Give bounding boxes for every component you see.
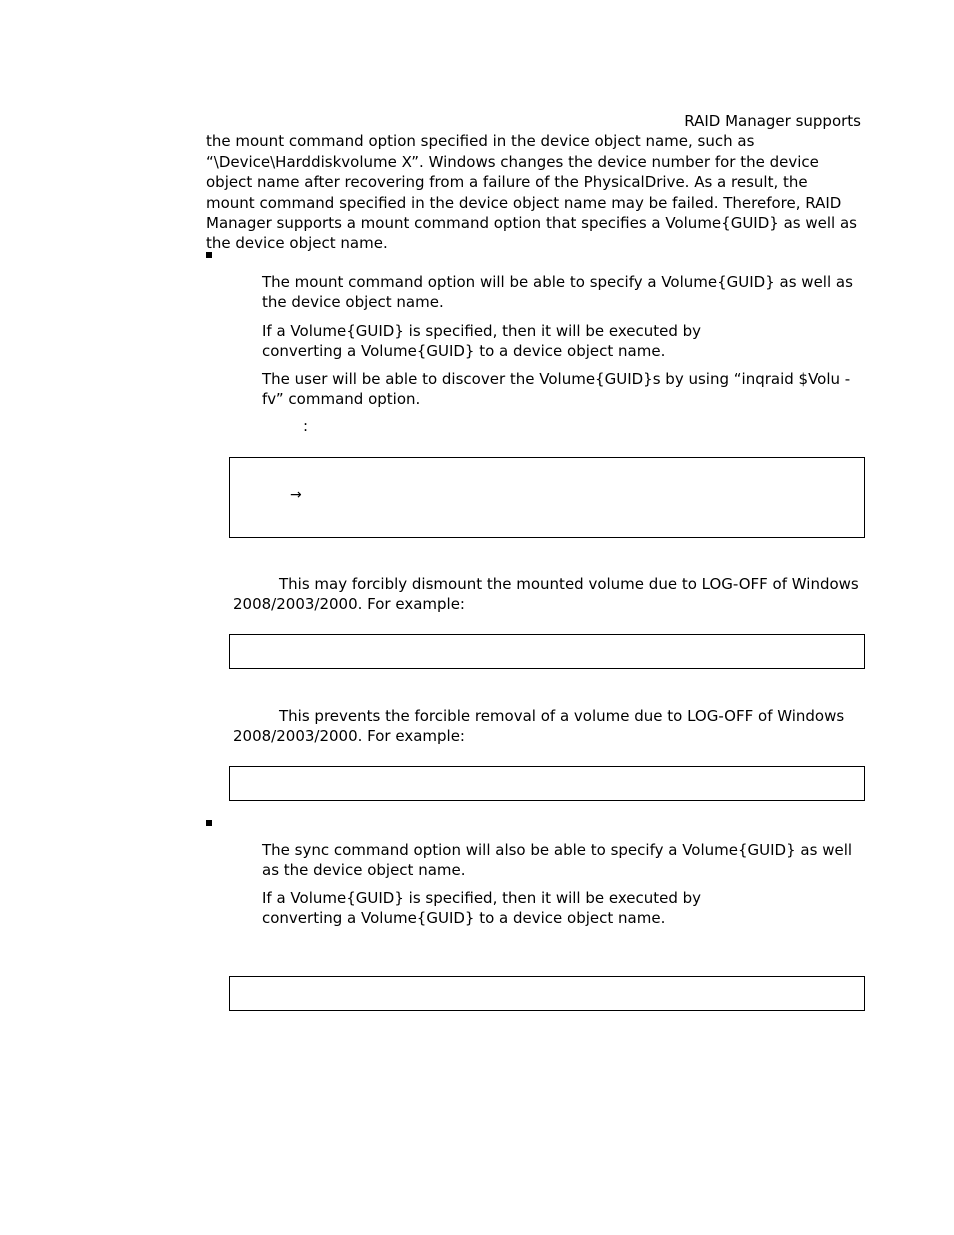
- note-dismount: This may forcibly dismount the mounted volume due to LOG-OFF of Windows 2008/2003/2000. For example:: [233, 575, 859, 614]
- mount-paragraph-1: The mount command option will be able to specify a Volume{GUID} as well as the device object name.: [262, 273, 853, 312]
- sync-bullet-icon: [206, 820, 212, 826]
- sync-paragraph-1: The sync command option will also be able to specify a Volume{GUID} as well as the device object name.: [262, 841, 853, 880]
- arrow-right-icon: →: [290, 487, 302, 503]
- example-box-dismount: [229, 634, 865, 669]
- intro-paragraph: [206, 111, 861, 254]
- mount-bullet-icon: [206, 252, 212, 258]
- example-colon: :: [303, 417, 309, 435]
- mount-paragraph-3: The user will be able to discover the Volume{GUID}s by using “inqraid $Volu -fv” command option.: [262, 370, 851, 409]
- intro-lead: RAID Manager supports: [684, 112, 861, 130]
- sync-paragraph-2: If a Volume{GUID} is specified, then it will be executed by converting a Volume{GUID} to a device object name.: [262, 889, 702, 928]
- mount-paragraph-2: If a Volume{GUID} is specified, then it will be executed by converting a Volume{GUID} to a device object name.: [262, 322, 702, 361]
- example-box-prevent-removal: [229, 766, 865, 801]
- example-box-sync: [229, 976, 865, 1011]
- intro-text: the mount command option specified in the device object name, such as “\Device\Harddiskvolume X”. Windows changes the device number for the device object name after recovering from a failure of the PhysicalDrive. As a result, the mount command specified in the device object name may be failed. Therefore, RAID Manager supports a mount command option that specifies a Volume{GUID} as well as the device object name.: [206, 132, 857, 253]
- example-box-mount: [229, 457, 865, 538]
- note-prevent-removal: This prevents the forcible removal of a volume due to LOG-OFF of Windows 2008/2003/2000. For example:: [233, 707, 845, 746]
